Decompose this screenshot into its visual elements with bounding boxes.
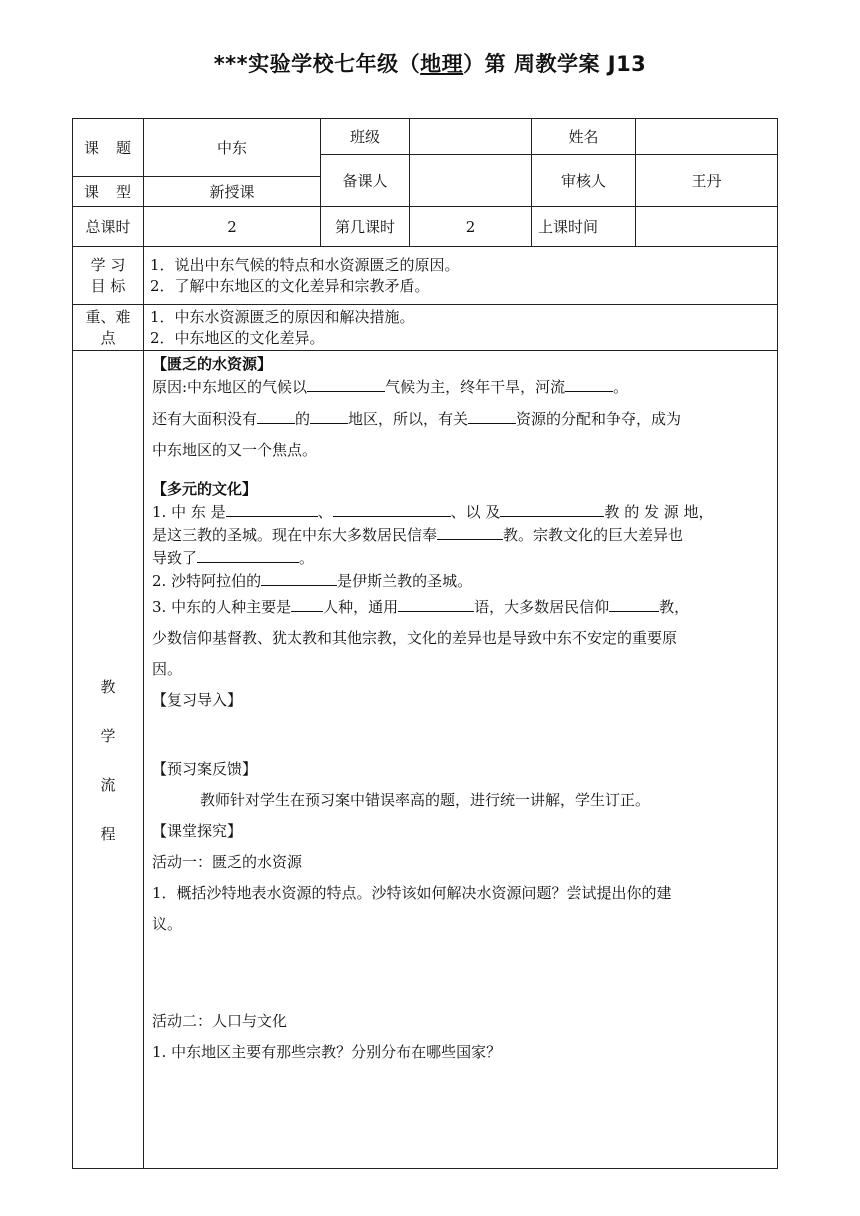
fill-blank[interactable]: [307, 375, 385, 392]
feedback-heading: 【预习案反馈】: [152, 760, 258, 778]
fill-blank[interactable]: [565, 375, 613, 392]
name-label: 姓名: [532, 119, 636, 155]
class-label: 班级: [321, 119, 410, 155]
keypoints-list: [144, 305, 778, 351]
class-time-value[interactable]: [636, 207, 778, 247]
activity-2-question: 1. 中东地区主要有那些宗教？分别分布在哪些国家？: [152, 1043, 502, 1061]
topic-value: 中东: [144, 119, 321, 177]
objectives-list: [144, 247, 778, 305]
water-line-1: 原因:中东地区的气候以 气候为主，终年干旱，河流 。: [152, 375, 767, 398]
keypoints-label: 重、难 点: [73, 305, 144, 351]
fill-blank[interactable]: [261, 569, 337, 586]
culture-heading: 【多元的文化】: [152, 480, 258, 498]
total-hours-value: 2: [144, 207, 321, 247]
fill-blank[interactable]: [398, 595, 474, 612]
reviewer-value: 王丹: [636, 155, 778, 207]
water-line-3: 中东地区的又一个焦点。: [152, 441, 318, 459]
water-line-2: 还有大面积没有 的 地区，所以，有关 资源的分配和争夺，成为: [152, 404, 767, 435]
preparer-label: 备课人: [321, 155, 410, 207]
culture-item-3: 3. 中东的人种主要是 人种，通用 语，大多数居民信仰 教， 少数信仰基督教、犹太教和其他宗教，文化的差异也是导致中东不安定的重要原 因。: [152, 592, 767, 685]
objectives-label: 学 习 目 标: [73, 247, 144, 305]
teaching-flow-content: [144, 351, 778, 1169]
fill-blank[interactable]: [609, 595, 659, 612]
fill-blank[interactable]: [333, 500, 451, 517]
class-value[interactable]: [410, 119, 532, 155]
reviewer-label: 审核人: [532, 155, 636, 207]
type-label: 课 型: [73, 177, 144, 207]
explore-heading: 【课堂探究】: [152, 822, 243, 840]
fill-blank[interactable]: [291, 595, 323, 612]
review-heading: 【复习导入】: [152, 691, 243, 709]
title-subject: 地理: [420, 52, 464, 76]
lesson-plan-table: [72, 118, 778, 1169]
fill-blank[interactable]: [437, 523, 503, 540]
culture-item-1: 1. 中 东 是 、 、以 及 教 的 发 源 地， 是这三教的圣城。现在中东大多数居民信奉 教。宗教文化的巨大差异也 导致了 。: [152, 500, 767, 569]
session-number-label: 第几课时: [321, 207, 410, 247]
water-heading: 【匮乏的水资源】: [152, 355, 273, 373]
objective-item: 2．了解中东地区的文化差异和宗教矛盾。: [150, 276, 430, 295]
objective-item: 1．说出中东气候的特点和水资源匮乏的原因。: [150, 255, 460, 274]
fill-blank[interactable]: [310, 407, 348, 424]
fill-blank[interactable]: [257, 407, 295, 424]
page-title: ***实验学校七年级（地理）第 周教学案 J13: [213, 52, 647, 76]
keypoint-item: 2．中东地区的文化差异。: [150, 328, 325, 347]
fill-blank[interactable]: [197, 546, 299, 563]
activity-1-title: 活动一：匮乏的水资源: [152, 853, 303, 871]
teaching-flow-label: 教 学 流 程: [73, 351, 144, 1169]
fill-blank[interactable]: [500, 500, 604, 517]
culture-item-2: 2. 沙特阿拉伯的 是伊斯兰教的圣城。: [152, 569, 767, 592]
keypoint-item: 1．中东水资源匮乏的原因和解决措施。: [150, 307, 415, 326]
fill-blank[interactable]: [226, 500, 318, 517]
preparer-value[interactable]: [410, 155, 532, 207]
topic-label: 课 题: [73, 119, 144, 177]
session-number-value: 2: [410, 207, 532, 247]
fill-blank[interactable]: [468, 407, 516, 424]
name-value[interactable]: [636, 119, 778, 155]
feedback-text: 教师针对学生在预习案中错误率高的题，进行统一讲解，学生订正。: [200, 791, 651, 809]
class-time-label: 上课时间: [532, 207, 636, 247]
activity-2-title: 活动二：人口与文化: [152, 1012, 288, 1030]
activity-1-question: 1．概括沙特地表水资源的特点。沙特该如何解决水资源问题？尝试提出你的建 议。: [152, 884, 672, 933]
total-hours-label: 总课时: [73, 207, 144, 247]
type-value: 新授课: [144, 177, 321, 207]
